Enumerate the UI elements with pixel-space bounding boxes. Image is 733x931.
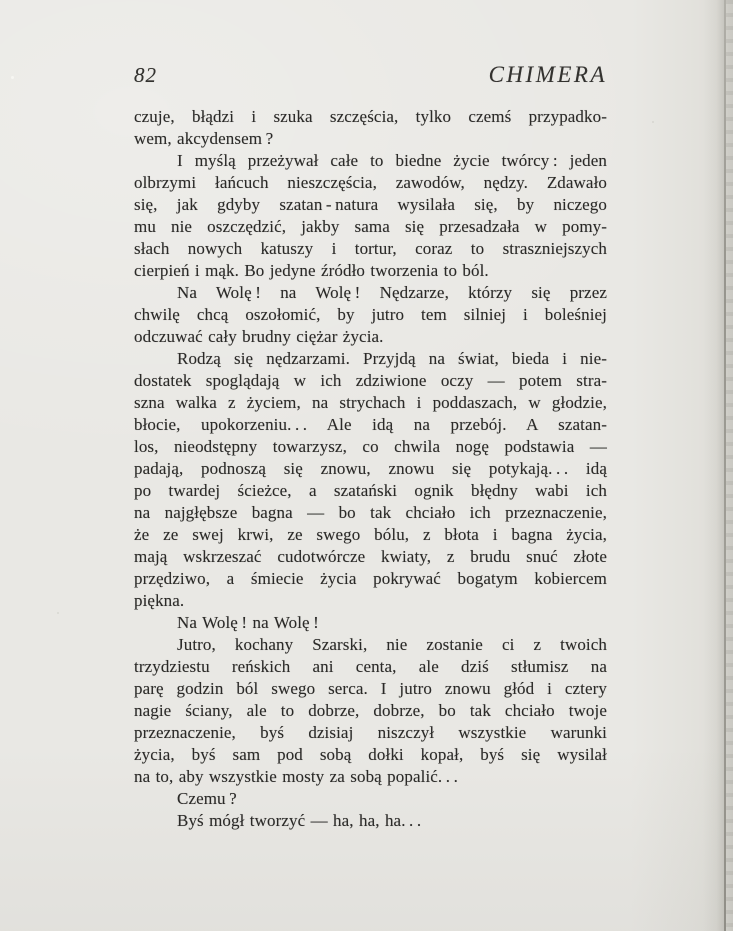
text-line: wem, akcydensem ? [134, 129, 274, 148]
text-line: Czemu ? [177, 789, 237, 808]
page-body-text [134, 106, 607, 832]
text-line: Na Wolę ! na Wolę ! Nędzarze, którzy się przez [177, 283, 607, 302]
text-line: przędziwo, a śmiecie życia pokrywać bogatym kobiercem [134, 569, 607, 588]
paragraph [134, 106, 607, 150]
paragraph [134, 150, 607, 282]
text-line: czuje, błądzi i szuka szczęścia, tylko czemś przypadko- [134, 107, 607, 126]
paragraph [134, 612, 607, 634]
paper-speck [11, 76, 14, 79]
text-line: życia, byś sam pod sobą dołki kopał, byś się wysilał [134, 745, 607, 764]
text-line: błocie, upokorzeniu. . . Ale idą na przebój. A szatan- [134, 415, 607, 434]
text-line: los, nieodstępny towarzysz, co chwila nogę podstawia — [134, 437, 607, 456]
text-line: chwilę chcą oszołomić, by jutro tem silniej i boleśniej [134, 305, 607, 324]
text-line: słach nowych katuszy i tortur, coraz to straszniejszych [134, 239, 607, 258]
text-line: że ze swej krwi, ze swego bólu, z błota i bagna życia, [134, 525, 607, 544]
text-line: nagie ściany, ale to dobrze, dobrze, bo tak chciało twoje [134, 701, 607, 720]
text-line: piękna. [134, 591, 185, 610]
text-line: I myślą przeżywał całe to biedne życie twórcy : jeden [177, 151, 607, 170]
text-line: dostatek spoglądają w ich zdziwione oczy — potem stra- [134, 371, 607, 390]
text-line: Na Wolę ! na Wolę ! [177, 613, 319, 632]
text-line: po twardej ścieżce, a szatański ognik błędny wabi ich [134, 481, 607, 500]
text-line: Byś mógł tworzyć — ha, ha, ha. . . [177, 811, 422, 830]
paper-speck [652, 121, 654, 123]
text-line: szna walka z życiem, na strychach i poddaszach, w głodzie, [134, 393, 607, 412]
text-line: na najgłębsze bagna — bo tak chciało ich przeznaczenie, [134, 503, 607, 522]
text-line: trzydziestu reńskich ani centa, ale dziś stłumisz na [134, 657, 607, 676]
text-line: mu nie oszczędzić, jakby sama się przesadzała w pomy- [134, 217, 607, 236]
paragraph [134, 348, 607, 612]
paragraph [134, 634, 607, 788]
text-line: parę godzin ból swego serca. I jutro znowu głód i cztery [134, 679, 607, 698]
running-header [134, 62, 607, 88]
text-line: na to, aby wszystkie mosty za sobą popalić. . . [134, 767, 458, 786]
text-line: padają, podnoszą się znowu, znowu się potykają. . . idą [134, 459, 607, 478]
next-page-edge [726, 0, 733, 931]
paragraph [134, 810, 607, 832]
paragraph [134, 282, 607, 348]
paper-speck [57, 612, 59, 614]
text-line: olbrzymi łańcuch nieszczęścia, zawodów, nędzy. Zdawało [134, 173, 607, 192]
paragraph [134, 788, 607, 810]
text-line: mają wskrzeszać cudotwórcze kwiaty, z brudu snuć złote [134, 547, 607, 566]
text-line: odczuwać cały brudny ciężar życia. [134, 327, 384, 346]
text-line: Rodzą się nędzarzami. Przyjdą na świat, bieda i nie- [177, 349, 607, 368]
journal-title: CHIMERA [488, 62, 607, 87]
page-number: 82 [134, 63, 157, 87]
text-line: przeznaczenie, byś dzisiaj niszczył wszystkie warunki [134, 723, 607, 742]
text-line: Jutro, kochany Szarski, nie zostanie ci z twoich [177, 635, 607, 654]
text-line: się, jak gdyby szatan - natura wysilała się, by niczego [134, 195, 607, 214]
text-line: cierpień i mąk. Bo jedyne źródło tworzenia to ból. [134, 261, 489, 280]
